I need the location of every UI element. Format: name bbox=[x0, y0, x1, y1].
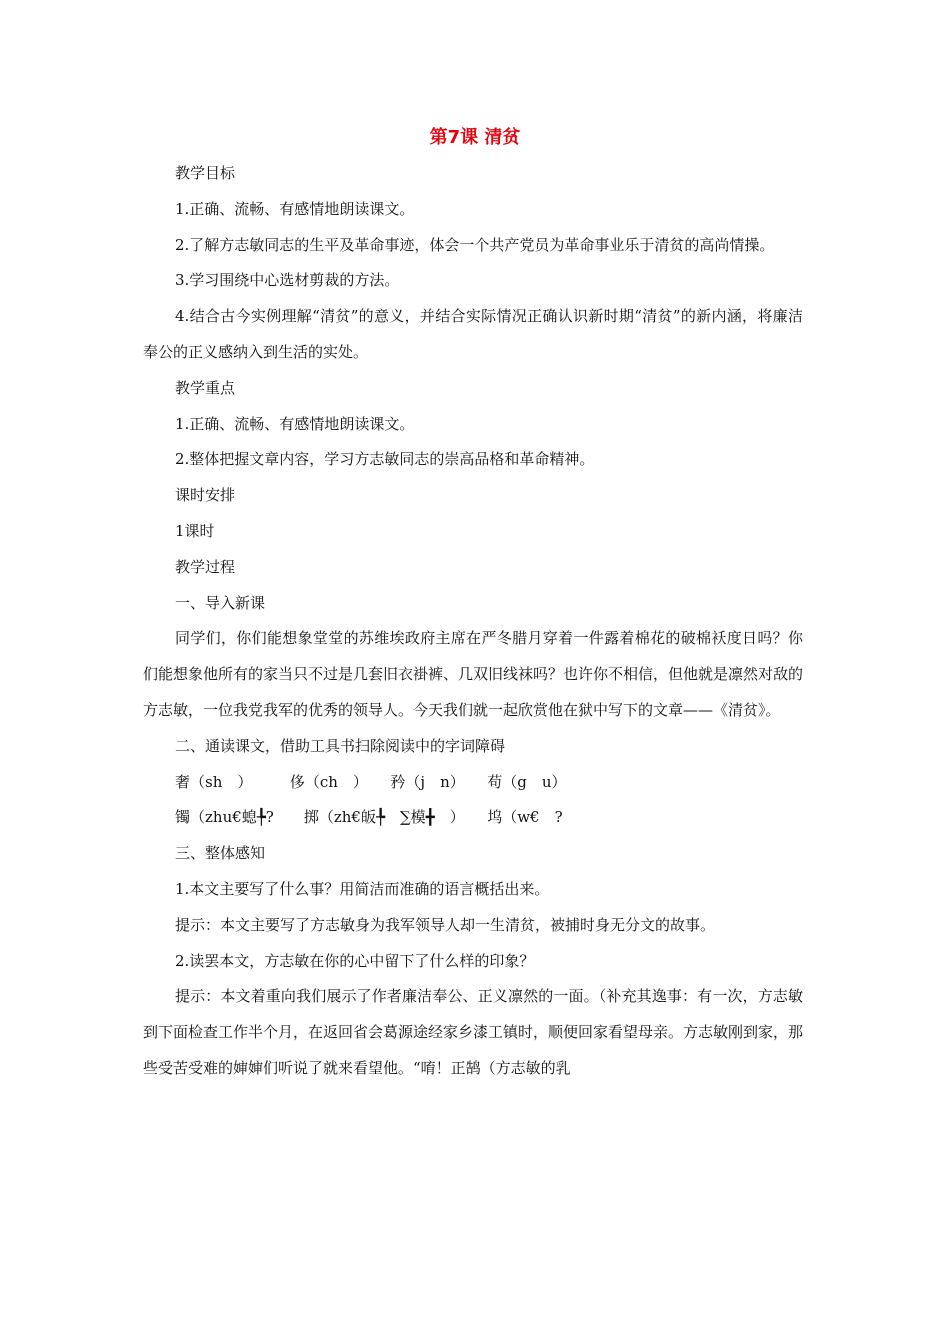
section-heading-1: 一、导入新课 bbox=[175, 593, 266, 612]
section-heading-3: 三、整体感知 bbox=[175, 844, 266, 863]
schedule-value: 1课时 bbox=[175, 521, 215, 540]
schedule-heading: 课时安排 bbox=[175, 486, 236, 505]
pronunciation-text-2: 镯（zhu€螅╄? 掷（zh€皈╄ ∑模╋ ） 坞（w€ ? bbox=[175, 808, 563, 827]
page-title: 第7课 清贫 bbox=[429, 127, 521, 148]
process-heading: 教学过程 bbox=[175, 557, 236, 576]
goal-item-4: 4.结合古今实例理解“清贫”的意义，并结合实际情况正确认识新时期“清贫”的新内涵，将廉洁奉公的正义感纳入到生活的实处。 bbox=[143, 307, 803, 361]
question-2-hint: 提示：本文着重向我们展示了作者廉洁奉公、正义凛然的一面。（补充其逸事：有一次，方志敏到下面检查工作半个月，在返回省会葛源途经家乡漆工镇时，顺便回家看望母亲。方志敏刚到家，那些受苦受难的婶婶们听说了就来看望他。“唷！正鹄（方志敏的乳 bbox=[143, 987, 804, 1077]
question-1: 1.本文主要写了什么事？用简洁而准确的语言概括出来。 bbox=[175, 879, 550, 898]
goal-item-3: 3.学习围绕中心选材剪裁的方法。 bbox=[175, 271, 400, 290]
intro-paragraph: 同学们，你们能想象堂堂的苏维埃政府主席在严冬腊月穿着一件露着棉花的破棉袄度日吗？你们能想象他所有的家当只不过是几套旧衣褂裤、几双旧线袜吗？也许你不相信，但他就是凛然对敌的方志敏，一位我党我军的优秀的领导人。今天我们就一起欣赏他在狱中写下的文章——《清贫》。 bbox=[143, 629, 804, 719]
focus-item-2: 2.整体把握文章内容，学习方志敏同志的崇高品格和革命精神。 bbox=[175, 450, 595, 469]
question-1-hint: 提示：本文主要写了方志敏身为我军领导人却一生清贫，被捕时身无分文的故事。 bbox=[175, 915, 716, 934]
goal-item-1: 1.正确、流畅、有感情地朗读课文。 bbox=[175, 199, 415, 218]
question-2: 2.读罢本文，方志敏在你的心中留下了什么样的印象？ bbox=[175, 951, 535, 970]
focus-item-1: 1.正确、流畅、有感情地朗读课文。 bbox=[175, 414, 415, 433]
goal-heading: 教学目标 bbox=[175, 164, 236, 182]
pronunciation-text-1: 奢（sh ） 侈（ch ） 矜（j n） 苟（g u） bbox=[175, 772, 567, 791]
section-heading-2: 二、通读课文，借助工具书扫除阅读中的字词障碍 bbox=[175, 736, 506, 755]
focus-heading: 教学重点 bbox=[175, 378, 236, 397]
pronunciation-row-2 bbox=[143, 800, 803, 836]
pronunciation-row-1 bbox=[143, 765, 803, 801]
document-body bbox=[143, 156, 803, 1087]
goal-item-2: 2.了解方志敏同志的生平及革命事迹，体会一个共产党员为革命事业乐于清贫的高尚情操。 bbox=[175, 235, 775, 254]
